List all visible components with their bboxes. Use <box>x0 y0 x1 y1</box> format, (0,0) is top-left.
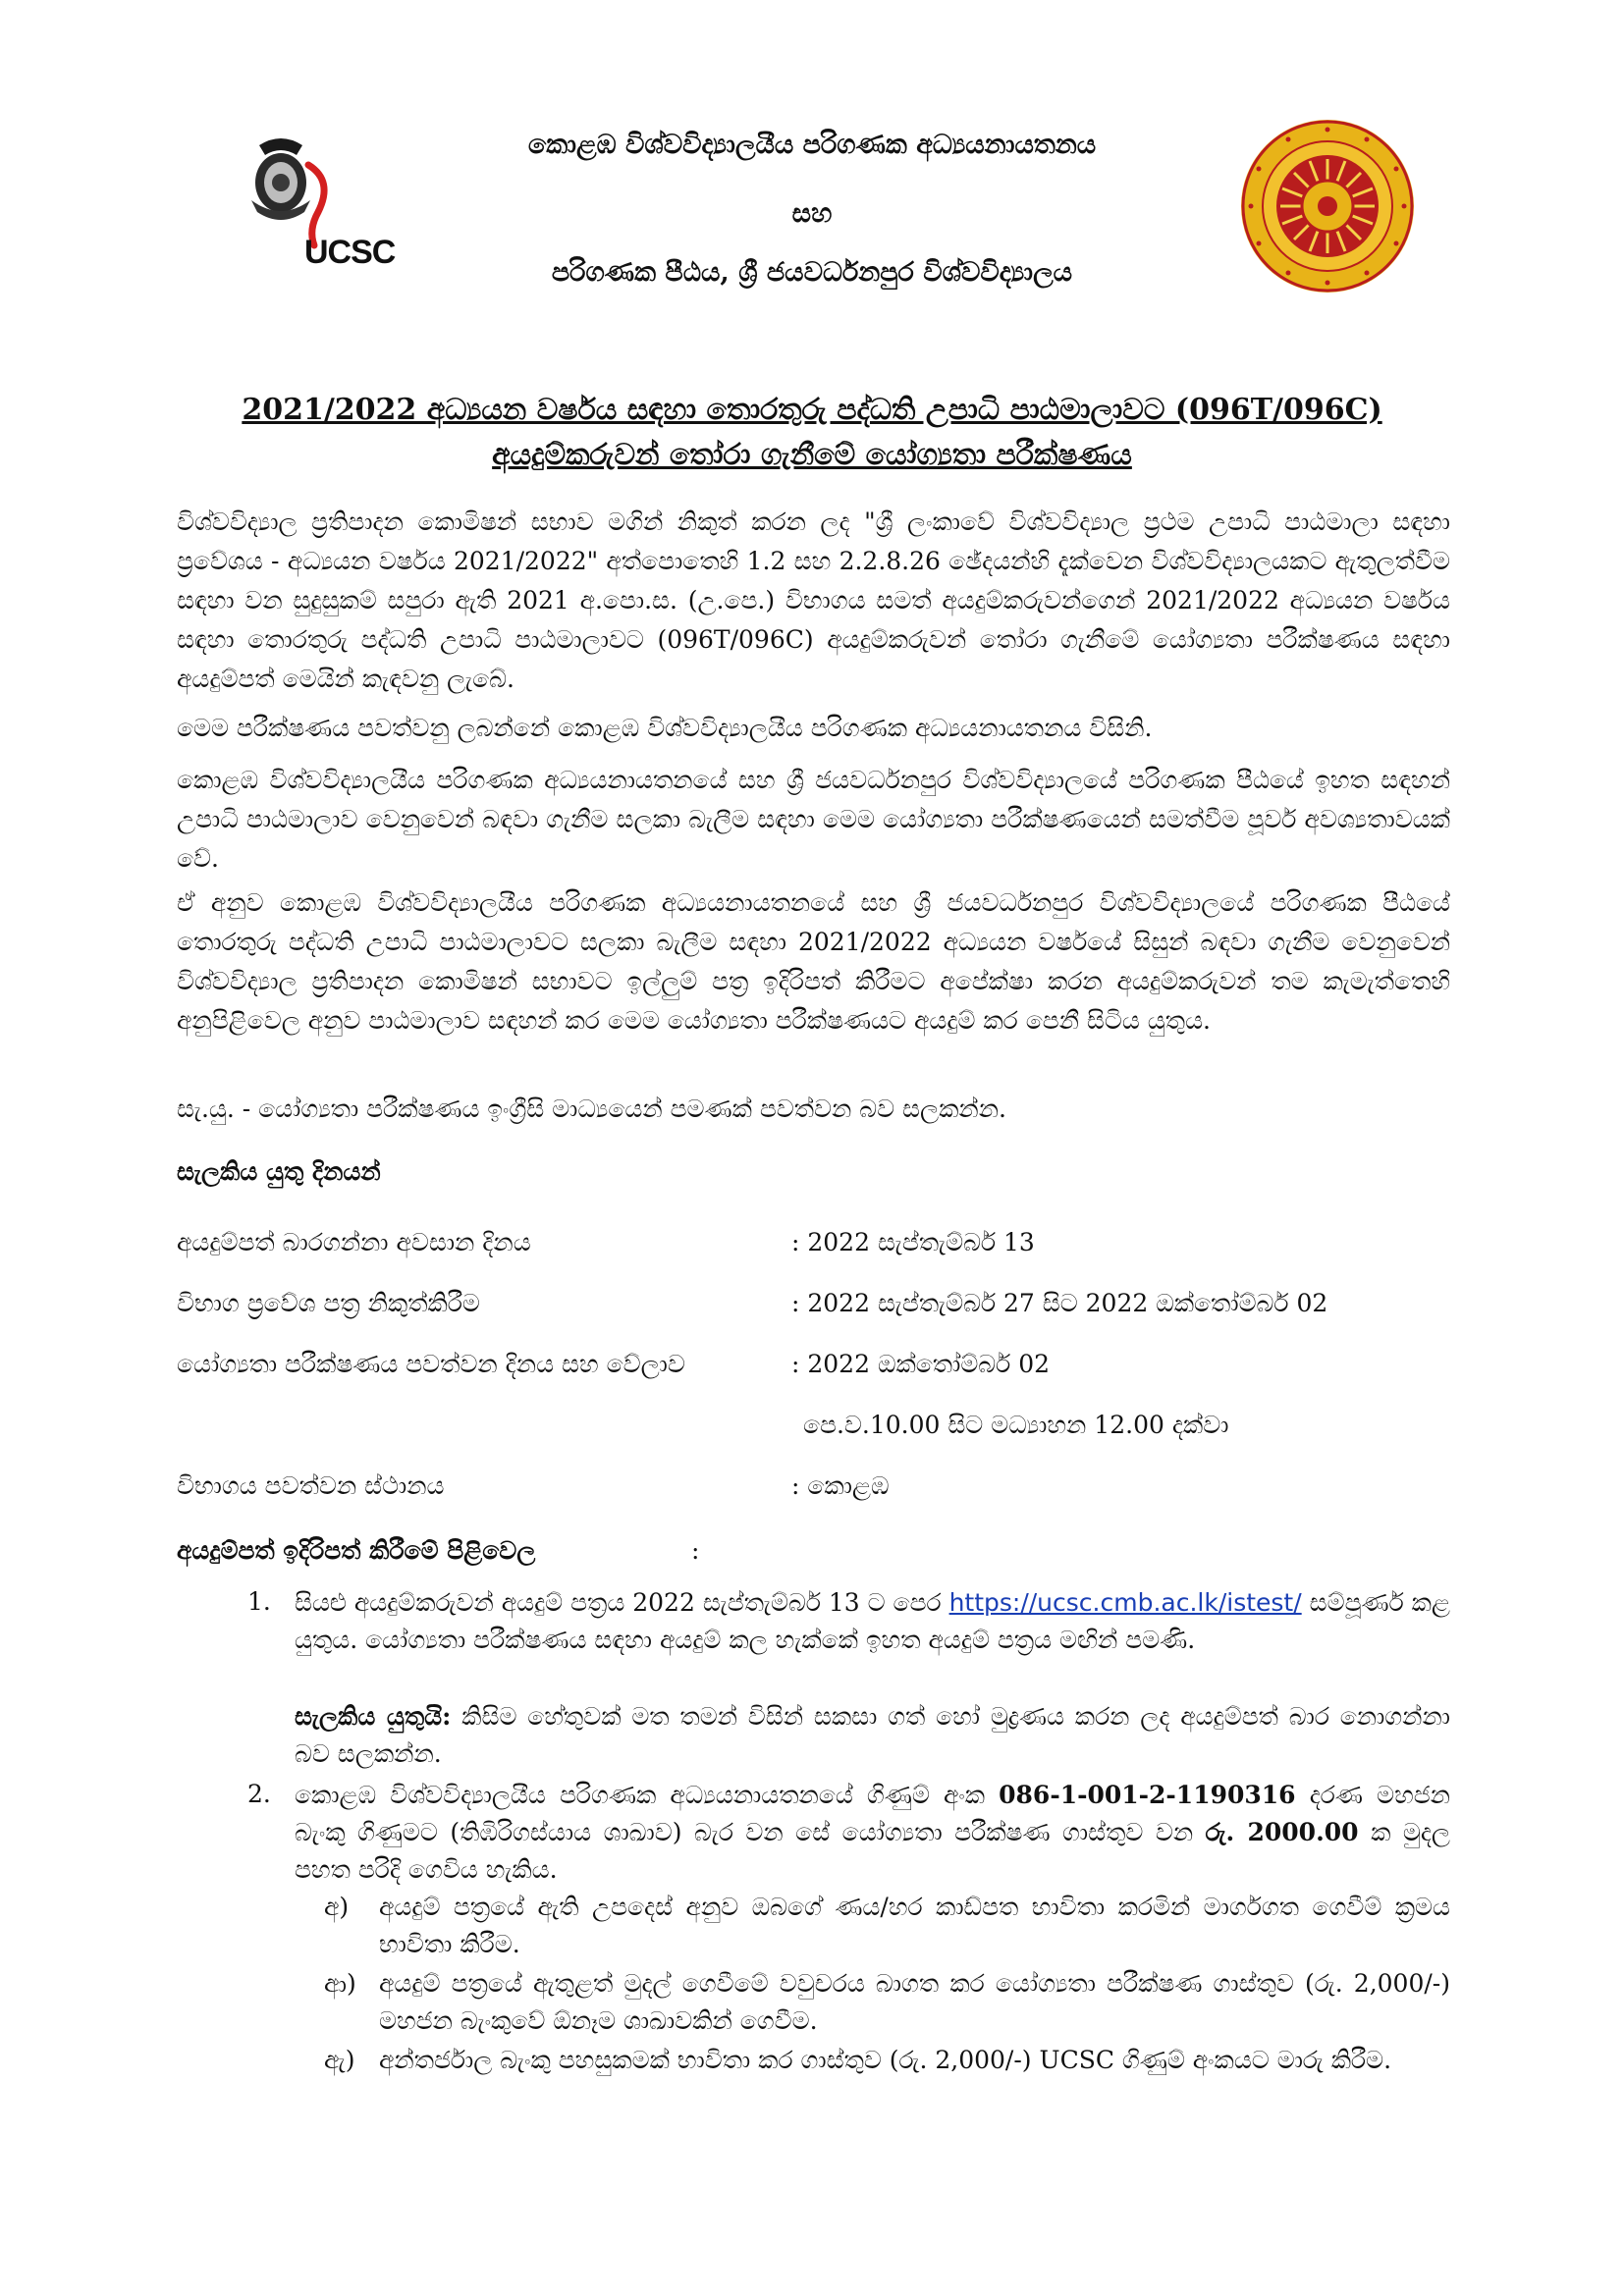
list-item-number: 1. <box>247 1587 271 1616</box>
procedure-colon: : <box>691 1536 700 1565</box>
important-dates-heading: සැලකිය යුතු දිනයන් <box>177 1157 381 1186</box>
procedure-heading: අයදුම්පත් ඉදිරිපත් කිරීමේ පිළිවෙල <box>177 1536 536 1565</box>
list-item <box>295 1584 1450 1659</box>
sub-item-label: ඇ) <box>324 2046 355 2074</box>
item-text: සියළු අයදුම්කරුවන් අයදුම් පත්‍රය 2022 සැප්තැම්බර් 13 ට පෙර <box>295 1588 942 1617</box>
list-item-number: 2. <box>247 1780 271 1808</box>
ucsc-logo-text: UCSC <box>304 234 396 271</box>
date-row-value: : 2022 සැප්තැම්බර් 27 සිට 2022 ඔක්තෝම්බර් 02 <box>791 1289 1328 1317</box>
sub-item-text: අයදුම් පත්‍රයේ ඇති උපදෙස් අනුව ඔබගේ ණය/හර කාඩ්පත භාවිතා කරමින් මාර්ගගත ගෙවීම් ක්‍රමය භාවිතා කිරීම. <box>379 1893 1450 1958</box>
date-row-label: විභාග ප්‍රවේශ පත්‍ර නිකුත්කිරීම <box>177 1289 480 1317</box>
document-title-line-1: 2021/2022 අධ්‍යයන වර්ෂය සඳහා තොරතුරු පද්ධති උපාධි පාඨමාලාවට (096T/096C) <box>242 393 1382 427</box>
date-row-time: පෙ.ව.10.00 සිට මධ්‍යාහන 12.00 දක්වා <box>803 1411 1229 1439</box>
date-row-label: අයදුම්පත් බාරගන්නා අවසාන දිනය <box>177 1228 531 1256</box>
header-and: සහ <box>791 198 833 229</box>
sub-item-text: අයදුම් පත්‍රයේ ඇතුළත් මුදල් ගෙවීමේ වවුචරය බාගත කර යෝග්‍යතා පරීක්ෂණ ගාස්තුව (රු. 2,000/-) මහජන බැංකුවේ ඕනෑම ශාඛාවකින් ගෙවීම. <box>379 1969 1450 2035</box>
item-text: ක මුදල පහත පරිදි ගෙවිය හැකිය. <box>295 1818 1450 1884</box>
item-text: දරණ මහජන බැංකු ගිණුමට (තිඹිරිගස්යාය ශාඛාව) බැර වන සේ යෝග්‍යතා පරීක්ෂණ ගාස්තුව වන <box>295 1781 1450 1846</box>
item-text: කොළඹ විශ්වවිද්‍යාලයීය පරිගණක අධ්‍යයනායතනයේ ගිණුම් අංක <box>295 1781 986 1809</box>
account-number: 086-1-001-2-1190316 <box>999 1781 1296 1809</box>
note-text: කිසිම හේතුවක් මත තමන් විසින් සකසා ගත් හෝ මුද්‍රණය කරන ලද අයදුම්පත් බාර නොගන්නා බව සලකන්න. <box>295 1702 1451 1768</box>
document-title-line-2: අයදුම්කරුවන් තෝරා ගැනීමේ යෝග්‍යතා පරීක්ෂණය <box>492 438 1132 472</box>
sub-item-text: අන්තර්ජාල බැංකු පහසුකමක් භාවිතා කර ගාස්තුව (රු. 2,000/-) UCSC ගිණුම් අංකයට මාරු කිරීම. <box>379 2046 1392 2074</box>
date-row-label: යෝග්‍යතා පරීක්ෂණය පවත්වන දිනය සහ වේලාව <box>177 1350 685 1378</box>
exam-fee: රු. 2000.00 <box>1205 1818 1359 1846</box>
date-row-value: : 2022 සැප්තැම්බර් 13 <box>791 1228 1035 1256</box>
date-row-label: විභාගය පවත්වන ස්ථානය <box>177 1471 445 1500</box>
application-paragraph: ඒ අනුව කොළඹ විශ්වවිද්‍යාලයීය පරිගණක අධ්‍යයනායතනයේ සහ ශ්‍රී ජයවර්ධනපුර විශ්වවිද්‍යාලයේ පරිගණක පීඨයේ තොරතුරු පද්ධති උපාධි පාඨමාලාවට සලකා බැලීම සඳහා 2021/2022 අධ්‍යයන වර්ෂයේ සිසුන් බඳවා ගැනීම වෙනුවෙන් විශ්වවිද්‍යාල ප්‍රතිපාදන කොමිෂන් සභාවට ඉල්ලුම් පත්‍ර ඉදිරිපත් කිරීමට අපේක්ෂා කරන අයදුම්කරුවන් තම කැමැත්තෙහි අනුපිළිවෙල අනුව පාඨමාලාව සඳහන් කර මෙම යෝග්‍යතා පරීක්ෂණයට අයදුම් කර පෙනී සිටිය යුතුය. <box>177 888 1450 1035</box>
important-note <box>295 1698 1450 1773</box>
conducting-body-paragraph: මෙම පරීක්ෂණය පවත්වනු ලබන්නේ කොළඹ විශ්වවිද්‍යාලයීය පරිගණක අධ්‍යයනායතනය විසිනි. <box>177 714 1153 742</box>
sub-item-label: ආ) <box>324 1969 356 1998</box>
date-row-value: : 2022 ඔක්තෝම්බර් 02 <box>791 1350 1051 1378</box>
prerequisite-paragraph: කොළඹ විශ්වවිද්‍යාලයීය පරිගණක අධ්‍යයනායතනයේ සහ ශ්‍රී ජයවර්ධනපුර විශ්වවිද්‍යාලයේ පරිගණක පීඨයේ ඉහත සඳහන් උපාධි පාඨමාලාව වෙනුවෙන් බඳවා ගැනීම සලකා බැලීම සඳහා මෙම යෝග්‍යතා පරීක්ෂණයෙන් සමත්වීම පූර්ව අවශ්‍යතාවයක් වේ. <box>177 766 1450 873</box>
header-faculty-name: පරිගණක පීඨය, ශ්‍රී ජයවර්ධනපුර විශ්වවිද්‍යාලය <box>551 257 1073 288</box>
list-item <box>295 1777 1450 1889</box>
application-link[interactable]: https://ucsc.cmb.ac.lk/istest/ <box>948 1588 1302 1617</box>
item-text: සම්පූර්ණ කළ යුතුය. යෝග්‍යතා පරීක්ෂණය සඳහා අයදුම් කල හැක්කේ ඉහත අයදුම් පත්‍රය මඟින් පමණි. <box>295 1588 1450 1654</box>
note-label: සැලකිය යුතුයි: <box>295 1702 452 1731</box>
intro-paragraph: විශ්වවිද්‍යාල ප්‍රතිපාදන කොමිෂන් සභාව මගින් නිකුත් කරන ලද "ශ්‍රී ලංකාවේ විශ්වවිද්‍යාල ප්‍රථම උපාධි පාඨමාලා සඳහා ප්‍රවේශය - අධ්‍යයන වර්ෂය 2021/2022" අත්පොතෙහි 1.2 සහ 2.2.8.26 ඡේදයන්හි දැක්වෙන විශ්වවිද්‍යාලයකට ඇතුලත්වීම සඳහා වන සුදුසුකම් සපුරා ඇති 2021 අ.පො.ස. (උ.පෙ.) විභාගය සමත් අයදුම්කරුවන්ගෙන් 2021/2022 අධ්‍යයන වර්ෂය සඳහා තොරතුරු පද්ධති උපාධි පාඨමාලාවට (096T/096C) අයදුම්කරුවන් තෝරා ගැනීමේ යෝග්‍යතා පරීක්ෂණය සඳහා අයදුම්පත් මෙයින් කැඳවනු ලැබේ. <box>177 507 1450 693</box>
sub-item-label: අ) <box>324 1893 350 1921</box>
date-row-value: : කොළඹ <box>791 1471 890 1500</box>
medium-note: සැ.යු. - යෝග්‍යතා පරීක්ෂණය ඉංග්‍රීසි මාධ්‍යයෙන් පමණක් පවත්වන බව සලකන්න. <box>177 1095 1006 1123</box>
header-institute-name: කොළඹ විශ්වවිද්‍යාලයීය පරිගණක අධ්‍යයනායතනය <box>527 130 1097 160</box>
